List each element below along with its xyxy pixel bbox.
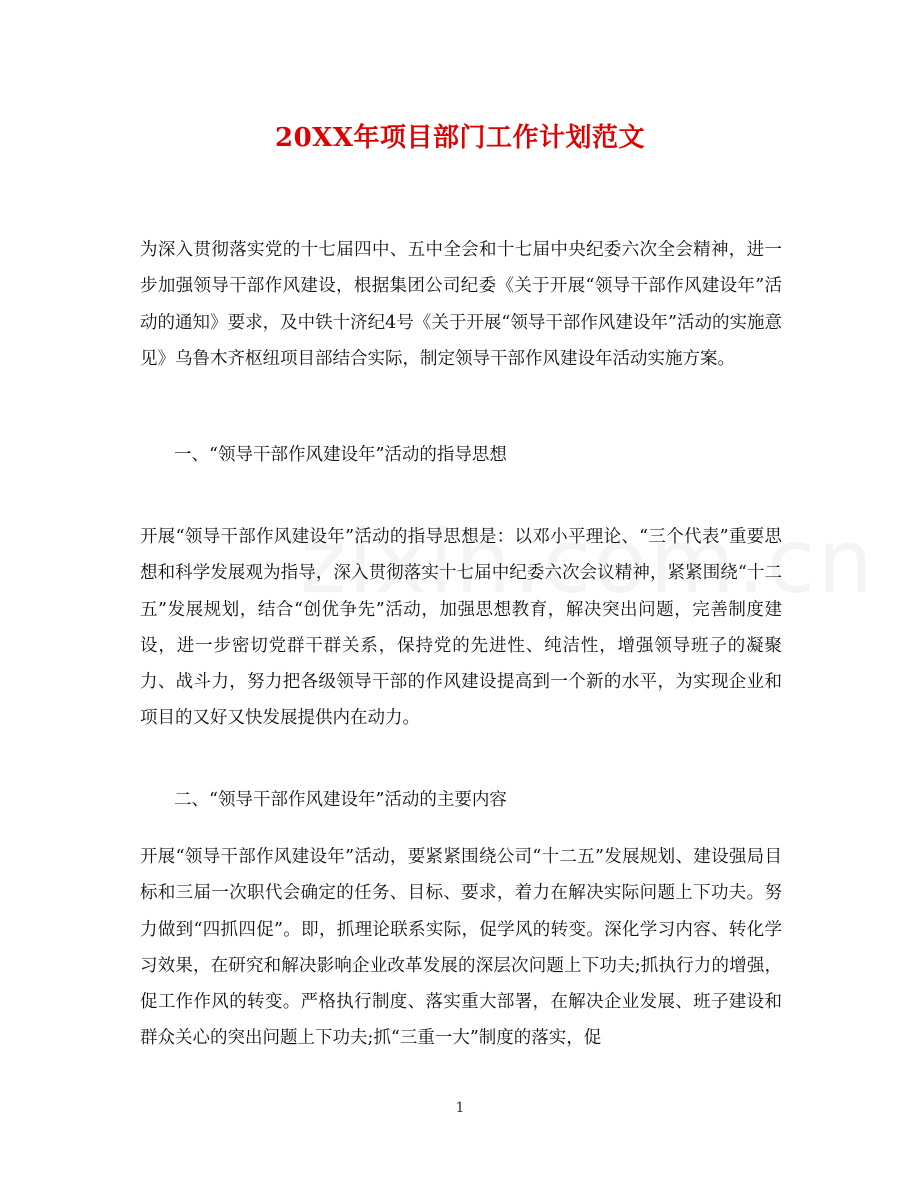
paragraph-main-content: 开展“领导干部作风建设年”活动，要紧紧围绕公司“十二五”发展规划、建设强局目标和三届一次职代会确定的任务、目标、要求，着力在解决实际问题上下功夫。努力做到“四抓四促”。即，抓理论联系实际，促学风的转变。深化学习内容、转化学习效果，在研究和解决影响企业改革发展的深层次问题上下功夫;抓执行力的增强，促工作作风的转变。严格执行制度、落实重大部署，在解决企业发展、班子建设和群众关心的突出问题上下功夫;抓“三重一大”制度的落实，促	[140, 847, 782, 1049]
section-heading-main-content: 二、“领导干部作风建设年”活动的主要内容	[174, 790, 507, 810]
page-number: 1	[455, 1100, 465, 1116]
paragraph-guiding-ideology: 开展“领导干部作风建设年”活动的指导思想是：以邓小平理论、“三个代表”重要思想和科学发展观为指导，深入贯彻落实十七届中纪委六次会议精神，紧紧围绕“十二五”发展规划，结合“创优争先”活动，加强思想教育，解决突出问题，完善制度建设，进一步密切党群干群关系，保持党的先进性、纯洁性，增强领导班子的凝聚力、战斗力，努力把各级领导干部的作风建设提高到一个新的水平，为实现企业和项目的又好又快发展提供内在动力。	[140, 527, 782, 729]
document-title: 20XX年项目部门工作计划范文	[274, 123, 646, 153]
section-heading-guiding-ideology: 一、“领导干部作风建设年”活动的指导思想	[174, 445, 507, 465]
paragraph-intro: 为深入贯彻落实党的十七届四中、五中全会和十七届中央纪委六次全会精神，进一步加强领导干部作风建设，根据集团公司纪委《关于开展“领导干部作风建设年”活动的通知》要求，及中铁十济纪4号《关于开展“领导干部作风建设年”活动的实施意见》乌鲁木齐枢纽项目部结合实际，制定领导干部作风建设年活动实施方案。	[140, 240, 782, 369]
